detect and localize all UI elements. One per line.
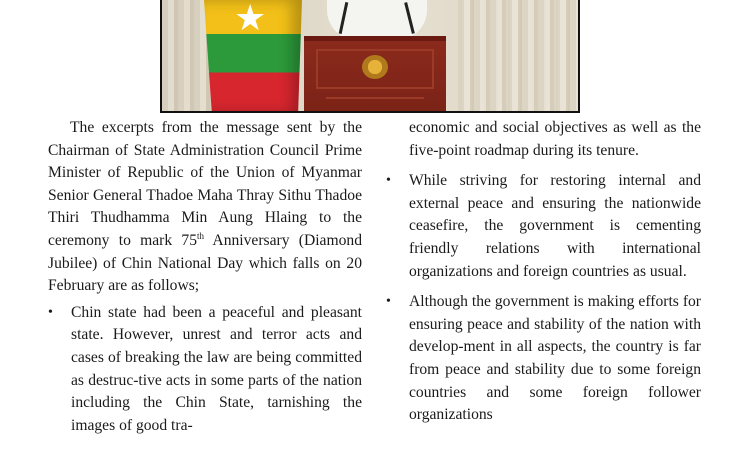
curtain-right — [458, 0, 578, 111]
bullet-item-stability: • Although the government is making efforts for ensuring peace and stability of the nation with develop-ment in all aspects, the country is far from peace and stability due to some foreign countries and some foreign follower organizations — [386, 291, 701, 427]
left-column — [48, 117, 362, 445]
intro-text-end: Anniversary (Diamond Jubilee) of Chin National Day which falls on 20 February are as follows; — [48, 231, 362, 295]
intro-paragraph — [48, 117, 362, 298]
speech-photo — [160, 0, 580, 113]
bullet-item-chin-state: • Chin state had been a peaceful and pleasant state. However, unrest and terror acts and cases of breaking the law are being committed as destruc-tive acts in some parts of the nation including the Chin State, tarnishing the images of good tra- — [48, 302, 362, 438]
intro-text: The excerpts from the message sent by the Chairman of State Administration Council Prime Minister of Republic of the Union of Myanmar Senior General Thadoe Maha Thray Sithu Thadoe Thiri Thudhamma Min Aung Hlaing to the ceremony to mark 75 — [48, 119, 362, 249]
flag-star-icon: ★ — [234, 0, 267, 38]
podium-base — [326, 97, 424, 113]
right-column — [409, 117, 701, 435]
bullet-item-peace-relations: • While striving for restoring internal and external peace and ensuring the nationwide ceasefire, the government is cementing friendly relations with international organizations and foreign countries as usual. — [386, 170, 701, 283]
continued-paragraph: economic and social objectives as well as the five-point roadmap during its tenure. — [409, 119, 701, 159]
state-emblem-icon — [362, 55, 388, 79]
podium — [304, 36, 446, 113]
ordinal-suffix: th — [197, 230, 205, 241]
